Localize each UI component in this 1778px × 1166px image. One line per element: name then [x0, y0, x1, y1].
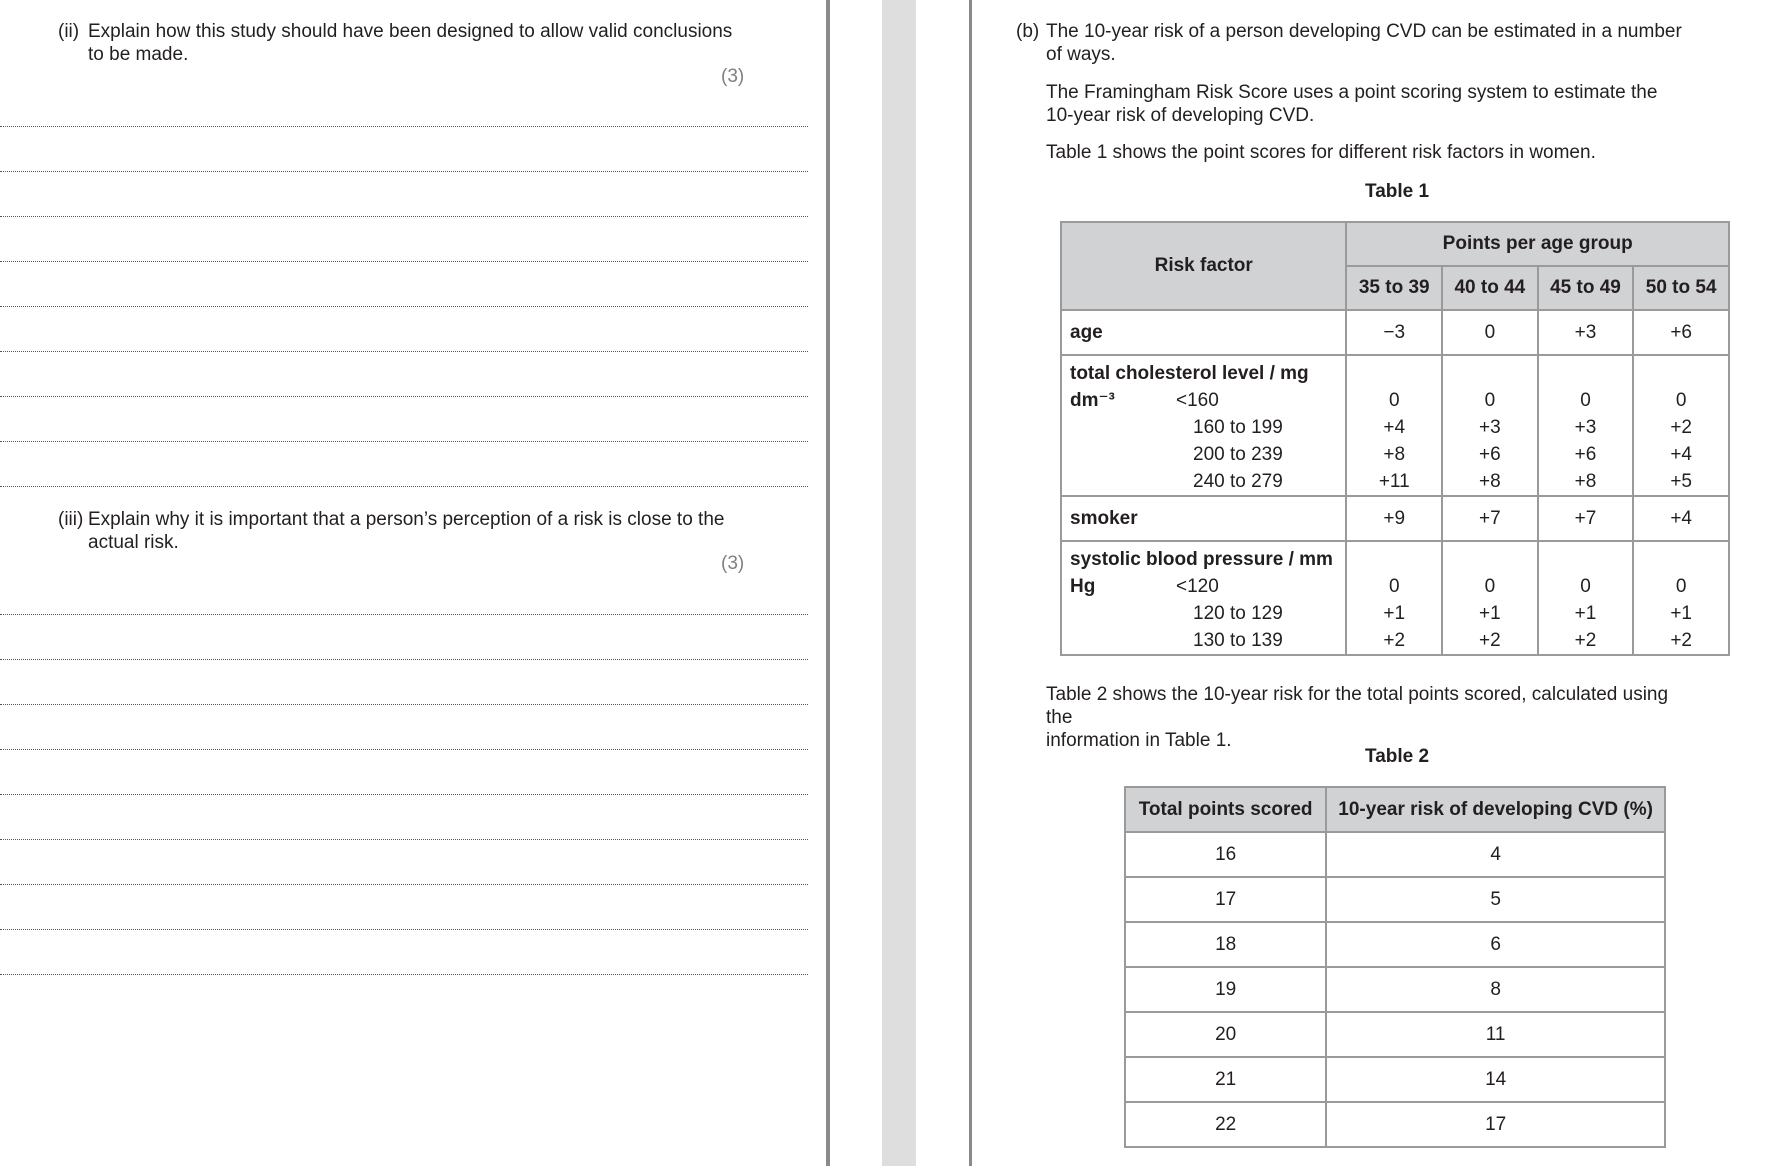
- table1-age-group: 35 to 39: [1346, 266, 1442, 310]
- table1-cell: +5: [1670, 471, 1692, 492]
- answer-line[interactable]: [0, 839, 808, 840]
- table1-row-label-block: [1061, 355, 1346, 496]
- question-text-line: actual risk.: [88, 532, 179, 553]
- table2-cell-points: 21: [1125, 1057, 1326, 1102]
- table1-cell: +4: [1383, 417, 1406, 438]
- table2-row: [1125, 832, 1665, 877]
- table2-cell-risk: 8: [1326, 967, 1665, 1012]
- answer-line[interactable]: [0, 171, 808, 172]
- table1-cell: 0: [1388, 576, 1400, 597]
- paragraph-line: 10-year risk of developing CVD.: [1046, 105, 1315, 126]
- table2-header-points: Total points scored: [1125, 787, 1326, 832]
- table1-cell-block: [1538, 541, 1634, 655]
- answer-line[interactable]: [0, 486, 808, 487]
- table1-cell: +1: [1479, 603, 1501, 624]
- table1-cell: +7: [1538, 496, 1634, 541]
- table1-sublabel: 130 to 139: [1193, 630, 1283, 651]
- question-text-line: Explain how this study should have been designed to allow valid conclusions: [88, 21, 733, 42]
- question-text: [88, 20, 732, 66]
- marks-label: (3): [721, 66, 745, 87]
- table2-row: [1125, 967, 1665, 1012]
- table1-cell: +2: [1670, 417, 1692, 438]
- answer-line[interactable]: [0, 614, 808, 615]
- paragraph: [1046, 81, 1686, 127]
- question-text-line: The 10-year risk of a person developing CVD can be estimated in a number: [1046, 21, 1682, 42]
- question-number: (b): [1016, 21, 1040, 42]
- table1-age-group: 40 to 44: [1442, 266, 1538, 310]
- table1-cell: +9: [1346, 496, 1442, 541]
- answer-line[interactable]: [0, 884, 808, 885]
- table1-header-points: Points per age group: [1346, 222, 1729, 266]
- paragraph: [1046, 683, 1686, 752]
- table1-cell: +11: [1378, 471, 1410, 492]
- page-margin: [830, 0, 882, 1166]
- table1-cell: +2: [1383, 630, 1406, 651]
- table1-cell-block: [1538, 355, 1634, 496]
- paragraph-line: information in Table 1.: [1046, 730, 1232, 751]
- table1-cell: +1: [1670, 603, 1692, 624]
- answer-line[interactable]: [0, 794, 808, 795]
- table2-row: [1125, 1057, 1665, 1102]
- table1-cell: +2: [1670, 630, 1692, 651]
- table1-cell: 0: [1580, 576, 1591, 597]
- answer-line[interactable]: [0, 659, 808, 660]
- table2: [1124, 786, 1666, 1148]
- table1-sublabel: <120: [1176, 576, 1219, 597]
- table2-header-risk: 10-year risk of developing CVD (%): [1326, 787, 1665, 832]
- table2-cell-risk: 4: [1326, 832, 1665, 877]
- table2-cell-points: 20: [1125, 1012, 1326, 1057]
- table1-cell: +1: [1383, 603, 1406, 624]
- table1-cell: +2: [1574, 630, 1597, 651]
- table2-cell-points: 22: [1125, 1102, 1326, 1147]
- question-text: [1046, 20, 1682, 66]
- table1-cell: 0: [1580, 390, 1591, 411]
- table2-row: [1125, 1012, 1665, 1057]
- answer-line[interactable]: [0, 216, 808, 217]
- table1-row-label: total cholesterol level / mg dm⁻³: [1070, 363, 1309, 411]
- table2-cell-points: 19: [1125, 967, 1326, 1012]
- table2-cell-risk: 6: [1326, 922, 1665, 967]
- table1-cell: +4: [1670, 444, 1692, 465]
- table1-sublabel: <160: [1176, 390, 1219, 411]
- table1-sublabel: 120 to 129: [1193, 603, 1283, 624]
- marks-label: (3): [721, 553, 745, 574]
- answer-line[interactable]: [0, 306, 808, 307]
- table1-cell: −3: [1346, 310, 1442, 355]
- table2-cell-risk: 17: [1326, 1102, 1665, 1147]
- paragraph-line: Table 2 shows the 10-year risk for the total points scored, calculated using the: [1046, 684, 1669, 728]
- answer-line[interactable]: [0, 929, 808, 930]
- table2-row: [1125, 877, 1665, 922]
- table1-cell: +6: [1633, 310, 1729, 355]
- page-gutter: [882, 0, 916, 1166]
- question-text-line: of ways.: [1046, 44, 1116, 65]
- table1-cell: +8: [1574, 471, 1597, 492]
- answer-line[interactable]: [0, 261, 808, 262]
- question-text-line: to be made.: [88, 44, 189, 65]
- table1-age-group: 45 to 49: [1538, 266, 1634, 310]
- table1-row-label: age: [1061, 310, 1346, 355]
- answer-line[interactable]: [0, 351, 808, 352]
- table1-cell: +3: [1479, 417, 1501, 438]
- page-margin: [916, 0, 970, 1166]
- table1-cell: +1: [1574, 603, 1597, 624]
- table2-cell-points: 16: [1125, 832, 1326, 877]
- table1-caption: Table 1: [1365, 181, 1430, 202]
- table1-sublabel: 240 to 279: [1193, 471, 1283, 492]
- table2-cell-risk: 5: [1326, 877, 1665, 922]
- table1-row-label: systolic blood pressure / mm Hg: [1070, 549, 1333, 597]
- table2-cell-points: 18: [1125, 922, 1326, 967]
- table2-cell-risk: 14: [1326, 1057, 1665, 1102]
- paragraph-line: The Framingham Risk Score uses a point scoring system to estimate the: [1046, 82, 1658, 103]
- answer-line[interactable]: [0, 704, 808, 705]
- answer-line[interactable]: [0, 396, 808, 397]
- table1-cell: 0: [1484, 390, 1496, 411]
- table1-cell: 0: [1484, 576, 1496, 597]
- answer-line[interactable]: [0, 126, 808, 127]
- table1-cell-block: [1633, 541, 1729, 655]
- table1-cell: 0: [1442, 310, 1538, 355]
- table1-row-label-block: [1061, 541, 1346, 655]
- table2-cell-risk: 11: [1326, 1012, 1665, 1057]
- table1-cell: +8: [1479, 471, 1501, 492]
- table1-cell: +7: [1442, 496, 1538, 541]
- table1-age-group: 50 to 54: [1633, 266, 1729, 310]
- table1-cell: +3: [1574, 417, 1597, 438]
- paragraph: Table 1 shows the point scores for different risk factors in women.: [1046, 142, 1596, 163]
- table1-cell-block: [1442, 541, 1538, 655]
- table1-cell: 0: [1388, 390, 1400, 411]
- table1-cell-block: [1633, 355, 1729, 496]
- question-number: (iii): [58, 509, 84, 530]
- answer-line[interactable]: [0, 749, 808, 750]
- table1-cell: +8: [1383, 444, 1406, 465]
- table1-row-cholesterol: [1061, 355, 1729, 496]
- table1-cell: +4: [1633, 496, 1729, 541]
- table2-row: [1125, 922, 1665, 967]
- page-edge: [969, 0, 972, 1166]
- left-page: [0, 0, 826, 1166]
- table1-cell-block: [1346, 355, 1442, 496]
- table2-caption: Table 2: [1365, 746, 1430, 767]
- table1-cell: +3: [1538, 310, 1634, 355]
- table1-sublabel: 200 to 239: [1193, 444, 1283, 465]
- question-text: [88, 508, 724, 554]
- table1-cell: +6: [1479, 444, 1501, 465]
- answer-line[interactable]: [0, 441, 808, 442]
- table1-row-smoker: [1061, 496, 1729, 541]
- question-text-line: Explain why it is important that a person’s perception of a risk is close to the: [88, 509, 725, 530]
- table2-cell-points: 17: [1125, 877, 1326, 922]
- table1: [1060, 221, 1730, 656]
- table1-cell: +2: [1479, 630, 1501, 651]
- table1-cell: 0: [1675, 390, 1687, 411]
- table1-row-age: [1061, 310, 1729, 355]
- table1-sublabel: 160 to 199: [1193, 417, 1283, 438]
- table1-cell: +6: [1574, 444, 1597, 465]
- question-number: (ii): [58, 21, 80, 42]
- table2-row: [1125, 1102, 1665, 1147]
- table1-row-label: smoker: [1061, 496, 1346, 541]
- answer-line[interactable]: [0, 974, 808, 975]
- table1-row-bp: [1061, 541, 1729, 655]
- table1-cell-block: [1346, 541, 1442, 655]
- table1-header-risk-factor: Risk factor: [1061, 222, 1346, 310]
- table1-cell: 0: [1675, 576, 1687, 597]
- table1-cell-block: [1442, 355, 1538, 496]
